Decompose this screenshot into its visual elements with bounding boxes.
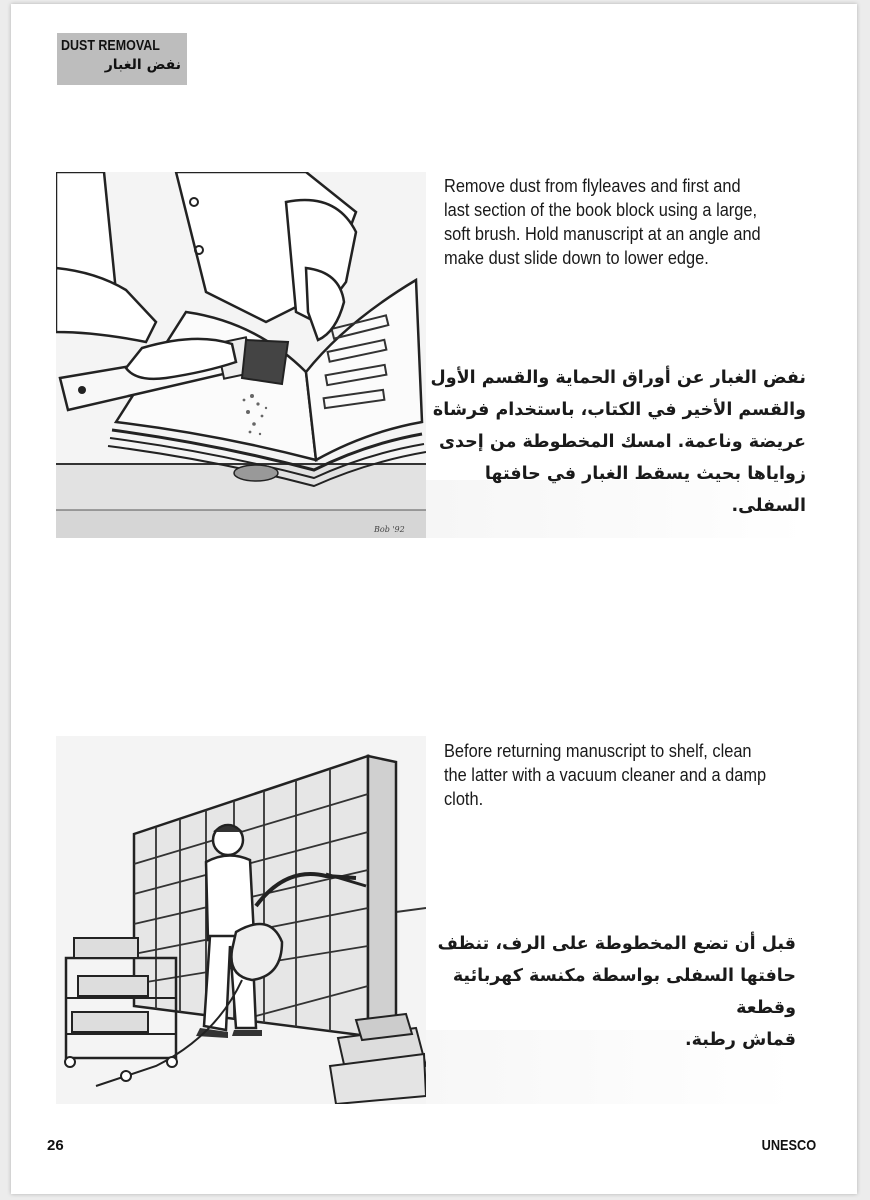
step1-arabic-text: نفض الغبار عن أوراق الحماية والقسم الأول والقسم الأخير في الكتاب، باستخدام فرشاة عريضة وناعمة. امسك المخطوطة من إحدى زواياها بحيث يسقط الغبار في حافتها السفلى. (430, 368, 806, 516)
step1-english-text: Remove dust from flyleaves and first and last section of the book block using a large, soft brush. Hold manuscript at an angle and make dust slide down to lower edge. (444, 176, 761, 268)
section-label (57, 33, 187, 85)
illustration-vacuuming-shelves (56, 736, 426, 1104)
illustration-brushing-book (56, 172, 426, 538)
section-title-arabic: نفض الغبار (104, 57, 181, 73)
publisher-name: UNESCO (761, 1137, 816, 1154)
step2-english-text: Before returning manuscript to shelf, clean the latter with a vacuum cleaner and a damp cloth. (444, 741, 767, 809)
page-number: 26 (47, 1137, 64, 1154)
illustration-signature: Bob '92 (374, 525, 405, 534)
step2-arabic-text: قبل أن تضع المخطوطة على الرف، تنظف حافتها السفلى بواسطة مكنسة كهربائية وقطعة قماش رطبة. (437, 934, 796, 1050)
section-title-english: DUST REMOVAL (61, 38, 160, 54)
